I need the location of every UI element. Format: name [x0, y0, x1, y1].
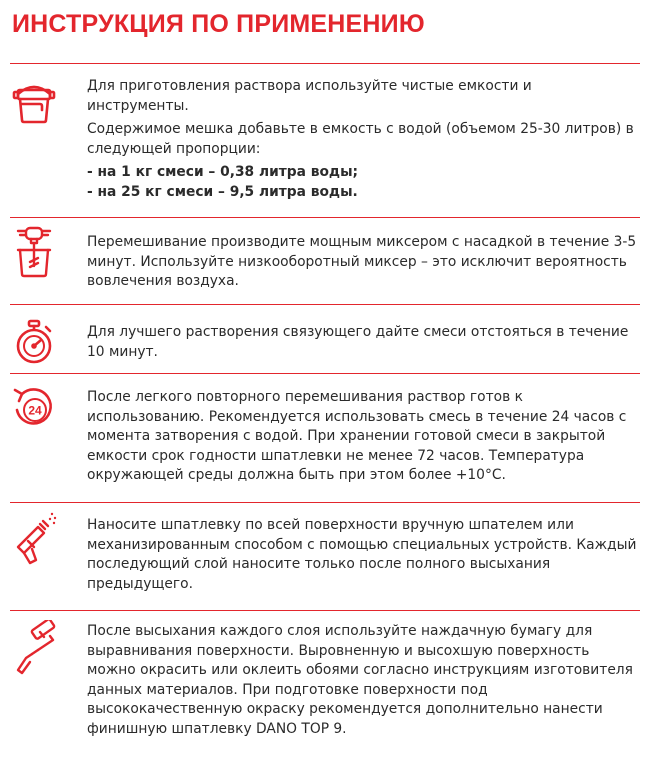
section-1-paragraph-1: Для приготовления раствора используйте чистые емкости и инструменты.: [87, 78, 532, 114]
section-6-text: [87, 622, 637, 744]
divider: [10, 502, 640, 503]
stopwatch-icon: [10, 318, 58, 366]
proportion-line-1: - на 1 кг смеси – 0,38 литра воды;: [87, 164, 359, 181]
divider: [10, 217, 640, 218]
paint-roller-icon: [10, 620, 58, 676]
section-2-paragraph: Перемешивание производите мощным миксером с насадкой в течение 3-5 минут. Используйте низкооборотный миксер – это исключит вероятность вовлечения воздуха.: [87, 234, 637, 290]
section-5-paragraph: Наносите шпатлевку по всей поверхности вручную шпателем или механизированным способом с помощью специальных устройств. Каждый последующий слой наносите только после полного высыхания предыдущего.: [87, 517, 637, 592]
divider: [10, 63, 640, 64]
proportion-line-2: - на 25 кг смеси – 9,5 литра воды.: [87, 183, 358, 200]
section-1-paragraph-2: Содержимое мешка добавьте в емкость с водой (объемом 25-30 литров) в следующей пропорции:: [87, 121, 634, 157]
bucket-icon: [10, 78, 58, 126]
section-6-paragraph: После высыхания каждого слоя используйте наждачную бумагу для выравнивания поверхности. Выровненную и высохшую поверхность можно окрасить или оклеить обоями согласно инструкциям изготовителя данных материалов. При подготовке поверхности под высококачественную окраску рекомендуется дополнительно нанести финишную шпатлевку DANO TOP 9.: [87, 623, 633, 737]
section-3-text: [87, 323, 637, 366]
section-4-text: [87, 388, 637, 490]
section-1-text: [87, 77, 637, 203]
24-hours-icon: [10, 384, 58, 432]
mixer-icon: [10, 226, 58, 278]
page-title: ИНСТРУКЦИЯ ПО ПРИМЕНЕНИЮ: [12, 10, 425, 38]
section-5-text: [87, 516, 637, 598]
section-3-paragraph: Для лучшего растворения связующего дайте смеси отстояться в течение 10 минут.: [87, 324, 629, 360]
spray-gun-icon: [10, 511, 58, 567]
divider: [10, 373, 640, 374]
section-4-paragraph: После легкого повторного перемешивания раствор готов к использованию. Рекомендуется использовать смесь в течение 24 часов с момента затворения с водой. При хранении готовой смеси в закрытой емкости срок годности шпатлевки не менее 72 часов. Температура окружающей среды должна быть при этом более +10°С.: [87, 389, 627, 484]
divider: [10, 304, 640, 305]
divider: [10, 610, 640, 611]
24-hours-icon-text: 24: [28, 403, 42, 418]
section-2-text: [87, 233, 637, 296]
